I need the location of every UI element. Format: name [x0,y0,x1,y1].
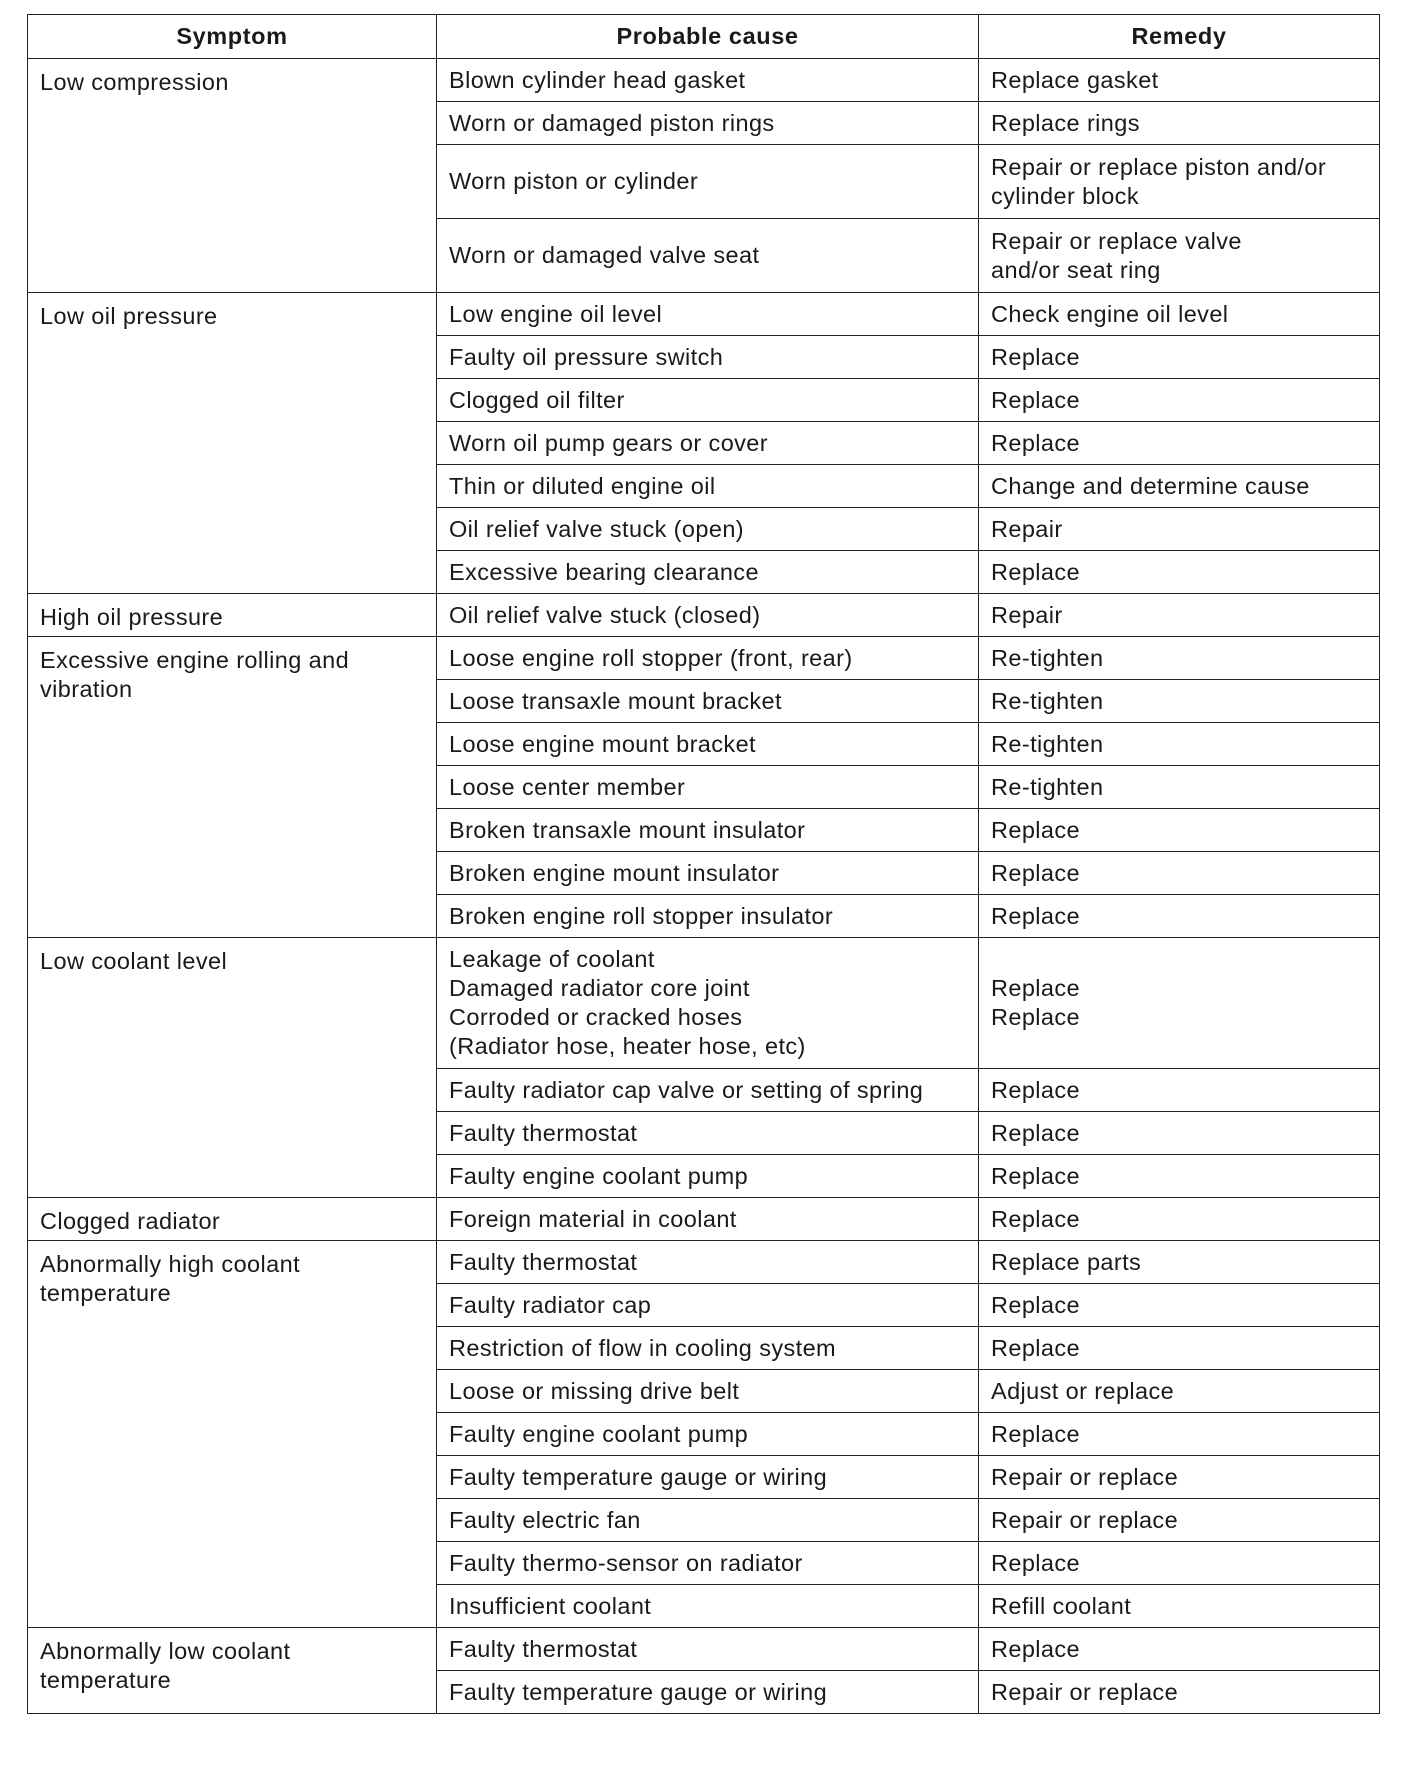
probable-cause-cell: Leakage of coolant Damaged radiator core joint Corroded or cracked hoses (Radiator hose, heater hose, etc) [437,938,979,1069]
probable-cause-cell: Loose center member [437,766,979,809]
troubleshooting-page [27,14,1379,1714]
remedy-cell: Replace [979,1112,1380,1155]
remedy-cell: Replace rings [979,102,1380,145]
probable-cause-cell: Thin or diluted engine oil [437,465,979,508]
probable-cause-cell: Excessive bearing clearance [437,551,979,594]
remedy-cell: Replace [979,1069,1380,1112]
probable-cause-cell: Faulty thermostat [437,1112,979,1155]
probable-cause-cell: Loose transaxle mount bracket [437,680,979,723]
remedy-cell: Repair or replace [979,1499,1380,1542]
probable-cause-cell: Faulty thermostat [437,1241,979,1284]
probable-cause-cell: Faulty engine coolant pump [437,1155,979,1198]
symptom-cell: Low compression [28,59,437,293]
symptom-cell: High oil pressure [28,594,437,637]
probable-cause-cell: Faulty radiator cap [437,1284,979,1327]
table-row [28,594,1380,637]
remedy-cell: Replace [979,1327,1380,1370]
remedy-cell: Refill coolant [979,1585,1380,1628]
table-row [28,1628,1380,1671]
remedy-cell: Replace [979,336,1380,379]
header-remedy: Remedy [979,15,1380,59]
remedy-cell: Replace [979,422,1380,465]
probable-cause-cell: Worn or damaged valve seat [437,219,979,293]
symptom-cell: Low oil pressure [28,293,437,594]
remedy-cell: Replace [979,1413,1380,1456]
probable-cause-cell: Loose engine mount bracket [437,723,979,766]
probable-cause-cell: Faulty temperature gauge or wiring [437,1671,979,1714]
probable-cause-cell: Faulty engine coolant pump [437,1413,979,1456]
remedy-cell: Replace [979,1155,1380,1198]
remedy-cell: Replace [979,809,1380,852]
remedy-cell: Repair or replace piston and/or cylinder block [979,145,1380,219]
probable-cause-cell: Loose engine roll stopper (front, rear) [437,637,979,680]
table-row [28,293,1380,336]
probable-cause-cell: Broken transaxle mount insulator [437,809,979,852]
probable-cause-cell: Loose or missing drive belt [437,1370,979,1413]
probable-cause-cell: Broken engine mount insulator [437,852,979,895]
probable-cause-cell: Worn piston or cylinder [437,145,979,219]
remedy-cell: Replace [979,1198,1380,1241]
remedy-cell: Replace gasket [979,59,1380,102]
table-body [28,59,1380,1714]
symptom-cell: Abnormally low coolant temperature [28,1628,437,1714]
table-row [28,1241,1380,1284]
probable-cause-cell: Restriction of flow in cooling system [437,1327,979,1370]
remedy-cell: Repair [979,594,1380,637]
remedy-cell: Replace [979,1284,1380,1327]
probable-cause-cell: Oil relief valve stuck (closed) [437,594,979,637]
symptom-cell: Low coolant level [28,938,437,1198]
remedy-cell: Repair [979,508,1380,551]
probable-cause-cell: Foreign material in coolant [437,1198,979,1241]
symptom-cell: Abnormally high coolant temperature [28,1241,437,1628]
probable-cause-cell: Worn or damaged piston rings [437,102,979,145]
remedy-cell: Replace Replace [979,938,1380,1069]
remedy-cell: Repair or replace [979,1671,1380,1714]
remedy-cell: Re-tighten [979,637,1380,680]
probable-cause-cell: Insufficient coolant [437,1585,979,1628]
probable-cause-cell: Faulty electric fan [437,1499,979,1542]
probable-cause-cell: Faulty oil pressure switch [437,336,979,379]
probable-cause-cell: Faulty thermostat [437,1628,979,1671]
header-row [28,15,1380,59]
remedy-cell: Replace [979,895,1380,938]
table-row [28,59,1380,102]
header-probable-cause: Probable cause [437,15,979,59]
remedy-cell: Repair or replace valve and/or seat ring [979,219,1380,293]
remedy-cell: Re-tighten [979,680,1380,723]
remedy-cell: Replace [979,1628,1380,1671]
remedy-cell: Change and determine cause [979,465,1380,508]
remedy-cell: Replace [979,551,1380,594]
probable-cause-cell: Faulty temperature gauge or wiring [437,1456,979,1499]
remedy-cell: Replace [979,379,1380,422]
table-row [28,1198,1380,1241]
probable-cause-cell: Low engine oil level [437,293,979,336]
header-symptom: Symptom [28,15,437,59]
probable-cause-cell: Worn oil pump gears or cover [437,422,979,465]
probable-cause-cell: Broken engine roll stopper insulator [437,895,979,938]
troubleshooting-table [27,14,1380,1714]
probable-cause-cell: Oil relief valve stuck (open) [437,508,979,551]
probable-cause-cell: Faulty thermo-sensor on radiator [437,1542,979,1585]
remedy-cell: Check engine oil level [979,293,1380,336]
probable-cause-cell: Clogged oil filter [437,379,979,422]
remedy-cell: Re-tighten [979,723,1380,766]
table-row [28,938,1380,1069]
symptom-cell: Clogged radiator [28,1198,437,1241]
remedy-cell: Re-tighten [979,766,1380,809]
probable-cause-cell: Blown cylinder head gasket [437,59,979,102]
remedy-cell: Replace [979,852,1380,895]
remedy-cell: Replace [979,1542,1380,1585]
table-row [28,637,1380,680]
symptom-cell: Excessive engine rolling and vibration [28,637,437,938]
probable-cause-cell: Faulty radiator cap valve or setting of spring [437,1069,979,1112]
remedy-cell: Repair or replace [979,1456,1380,1499]
remedy-cell: Replace parts [979,1241,1380,1284]
remedy-cell: Adjust or replace [979,1370,1380,1413]
